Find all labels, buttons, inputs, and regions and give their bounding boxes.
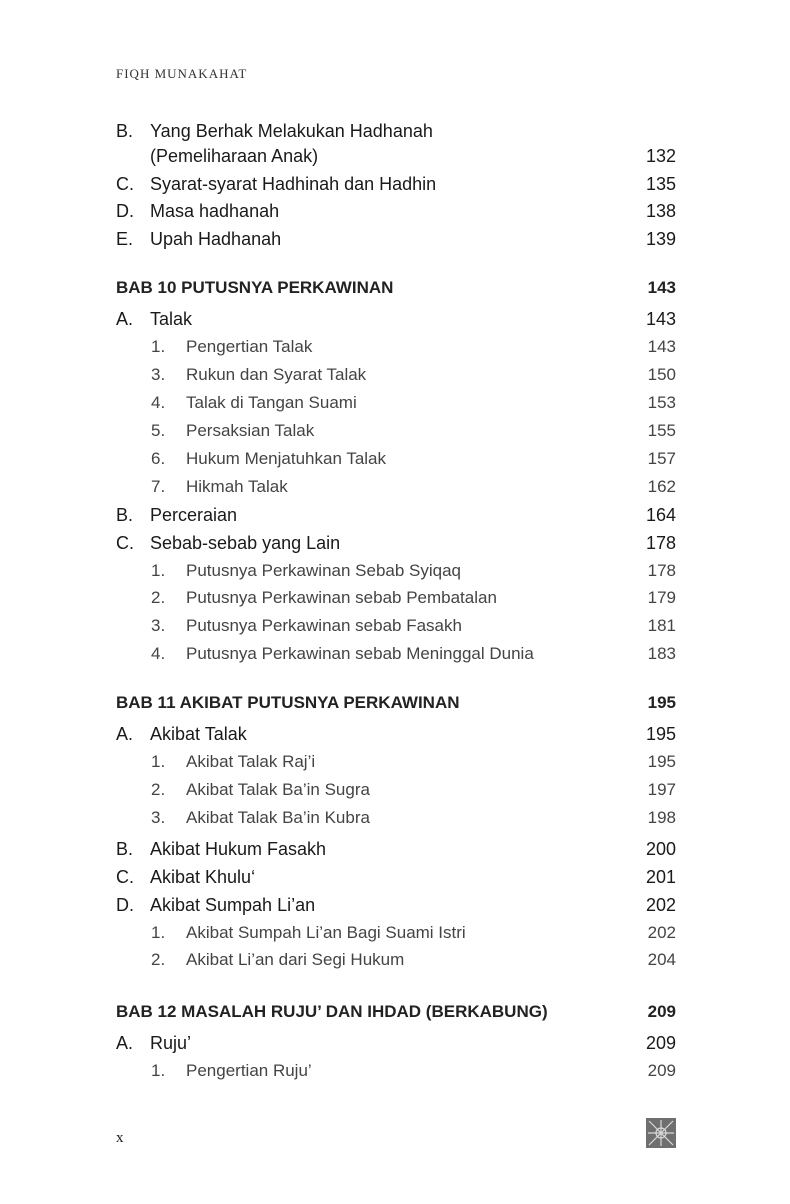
entry-title: Hukum Menjatuhkan Talak — [186, 449, 387, 468]
entry-page: 201 — [645, 867, 676, 887]
entry-page: 139 — [645, 229, 676, 249]
toc-subentry — [116, 585, 676, 611]
entry-page: 179 — [647, 588, 676, 607]
chapter-title: BAB 10 PUTUSNYA PERKAWINAN — [116, 278, 394, 297]
entry-page: 135 — [645, 174, 676, 194]
toc-entry — [116, 1030, 676, 1056]
running-title: FIQH MUNAKAHAT — [116, 66, 248, 81]
toc-subentry — [116, 558, 676, 584]
toc-subentry — [116, 474, 676, 500]
entry-title: Masa hadhanah — [150, 201, 280, 221]
entry-page: 202 — [645, 895, 676, 915]
entry-page: 197 — [647, 780, 676, 799]
entry-marker: 1. — [151, 337, 166, 356]
toc-subentry — [116, 947, 676, 973]
entry-title: Akibat Li’an dari Segi Hukum — [186, 950, 405, 969]
chapter-title: BAB 12 MASALAH RUJU’ DAN IHDAD (BERKABUNG) — [116, 1002, 548, 1021]
entry-page: 143 — [647, 337, 676, 356]
entry-marker: 2. — [151, 950, 166, 969]
entry-marker: D. — [116, 201, 134, 221]
toc-entry — [116, 118, 676, 144]
entry-title: Putusnya Perkawinan sebab Meninggal Dunia — [186, 644, 534, 663]
entry-marker: 1. — [151, 923, 166, 942]
entry-title: Pengertian Ruju’ — [186, 1061, 312, 1080]
toc-entry — [116, 226, 676, 252]
entry-marker: 1. — [151, 752, 166, 771]
chapter-heading — [116, 275, 676, 301]
toc-entry — [116, 143, 676, 169]
entry-marker: 3. — [151, 616, 166, 635]
entry-title: Perceraian — [150, 505, 238, 525]
entry-marker: C. — [116, 174, 134, 194]
toc-entry — [116, 721, 676, 747]
entry-marker: D. — [116, 895, 134, 915]
entry-page: 143 — [647, 278, 676, 297]
ornament-icon — [646, 1118, 676, 1148]
entry-title: Akibat Sumpah Li’an Bagi Suami Istri — [186, 923, 466, 942]
entry-page: 132 — [645, 146, 676, 166]
entry-marker: A. — [116, 1033, 134, 1053]
entry-title: Upah Hadhanah — [150, 229, 282, 249]
entry-marker: E. — [116, 229, 134, 249]
entry-page: 200 — [645, 839, 676, 859]
toc-subentry — [116, 613, 676, 639]
entry-page: 178 — [645, 533, 676, 553]
entry-marker: C. — [116, 533, 134, 553]
entry-marker: A. — [116, 724, 134, 744]
toc-subentry — [116, 920, 676, 946]
entry-marker: B. — [116, 839, 134, 859]
entry-marker: 3. — [151, 365, 166, 384]
entry-marker: 4. — [151, 393, 166, 412]
toc-subentry — [116, 777, 676, 803]
toc-entry — [116, 306, 676, 332]
toc-entry — [116, 171, 676, 197]
toc-entry — [116, 530, 676, 556]
entry-title: Akibat Hukum Fasakh — [150, 839, 327, 859]
toc-entry — [116, 864, 676, 890]
entry-page: 138 — [645, 201, 676, 221]
entry-title: Yang Berhak Melakukan Hadhanah — [150, 121, 433, 141]
entry-page: 195 — [645, 724, 676, 744]
entry-marker: 7. — [151, 477, 166, 496]
entry-page: 143 — [645, 309, 676, 329]
entry-title: Putusnya Perkawinan sebab Pembatalan — [186, 588, 497, 607]
chapter-heading — [116, 690, 676, 716]
toc-entry — [116, 892, 676, 918]
toc-subentry — [116, 390, 676, 416]
entry-title: Putusnya Perkawinan Sebab Syiqaq — [186, 561, 462, 580]
entry-marker: 1. — [151, 1061, 166, 1080]
entry-title: Putusnya Perkawinan sebab Fasakh — [186, 616, 462, 635]
entry-title: Akibat Sumpah Li’an — [150, 895, 316, 915]
entry-page: 204 — [647, 950, 676, 969]
entry-title: Akibat Talak Ba’in Sugra — [186, 780, 370, 799]
entry-title: (Pemeliharaan Anak) — [150, 146, 319, 166]
entry-marker: 3. — [151, 808, 166, 827]
entry-title: Akibat Talak Raj’i — [186, 752, 316, 771]
toc-subentry — [116, 334, 676, 360]
toc-subentry — [116, 446, 676, 472]
chapter-title: BAB 11 AKIBAT PUTUSNYA PERKAWINAN — [116, 693, 460, 712]
chapter-heading — [116, 999, 676, 1025]
page-number: x — [116, 1130, 124, 1146]
entry-title: Talak — [150, 309, 193, 329]
entry-page: 157 — [647, 449, 676, 468]
toc-subentry — [116, 362, 676, 388]
entry-page: 209 — [647, 1061, 676, 1080]
entry-marker: 2. — [151, 588, 166, 607]
toc-entry — [116, 502, 676, 528]
entry-page: 178 — [647, 561, 676, 580]
entry-page: 198 — [647, 808, 676, 827]
entry-title: Sebab-sebab yang Lain — [150, 533, 341, 553]
entry-page: 209 — [645, 1033, 676, 1053]
entry-page: 150 — [647, 365, 676, 384]
toc-subentry — [116, 805, 676, 831]
toc-subentry — [116, 749, 676, 775]
toc-subentry — [116, 1058, 676, 1084]
entry-page: 162 — [647, 477, 676, 496]
entry-marker: B. — [116, 121, 134, 141]
entry-title: Persaksian Talak — [186, 421, 315, 440]
toc-entry — [116, 198, 676, 224]
entry-page: 164 — [645, 505, 676, 525]
entry-title: Talak di Tangan Suami — [186, 393, 357, 412]
entry-page: 181 — [647, 616, 676, 635]
entry-title: Akibat Khulu‘ — [150, 867, 256, 887]
entry-title: Rukun dan Syarat Talak — [186, 365, 367, 384]
entry-marker: 4. — [151, 644, 166, 663]
entry-title: Hikmah Talak — [186, 477, 288, 496]
entry-page: 195 — [647, 752, 676, 771]
entry-marker: C. — [116, 867, 134, 887]
toc-entry — [116, 836, 676, 862]
entry-marker: 2. — [151, 780, 166, 799]
entry-marker: A. — [116, 309, 134, 329]
entry-marker: 5. — [151, 421, 166, 440]
entry-title: Syarat-syarat Hadhinah dan Hadhin — [150, 174, 437, 194]
entry-marker: 1. — [151, 561, 166, 580]
entry-page: 209 — [647, 1002, 676, 1021]
toc-subentry — [116, 641, 676, 667]
entry-page: 155 — [647, 421, 676, 440]
entry-page: 202 — [647, 923, 676, 942]
entry-marker: B. — [116, 505, 134, 525]
entry-title: Akibat Talak Ba’in Kubra — [186, 808, 370, 827]
entry-title: Ruju’ — [150, 1033, 192, 1053]
entry-title: Pengertian Talak — [186, 337, 313, 356]
entry-page: 153 — [647, 393, 676, 412]
toc-subentry — [116, 418, 676, 444]
entry-marker: 6. — [151, 449, 166, 468]
entry-page: 195 — [647, 693, 676, 712]
entry-title: Akibat Talak — [150, 724, 247, 744]
entry-page: 183 — [647, 644, 676, 663]
